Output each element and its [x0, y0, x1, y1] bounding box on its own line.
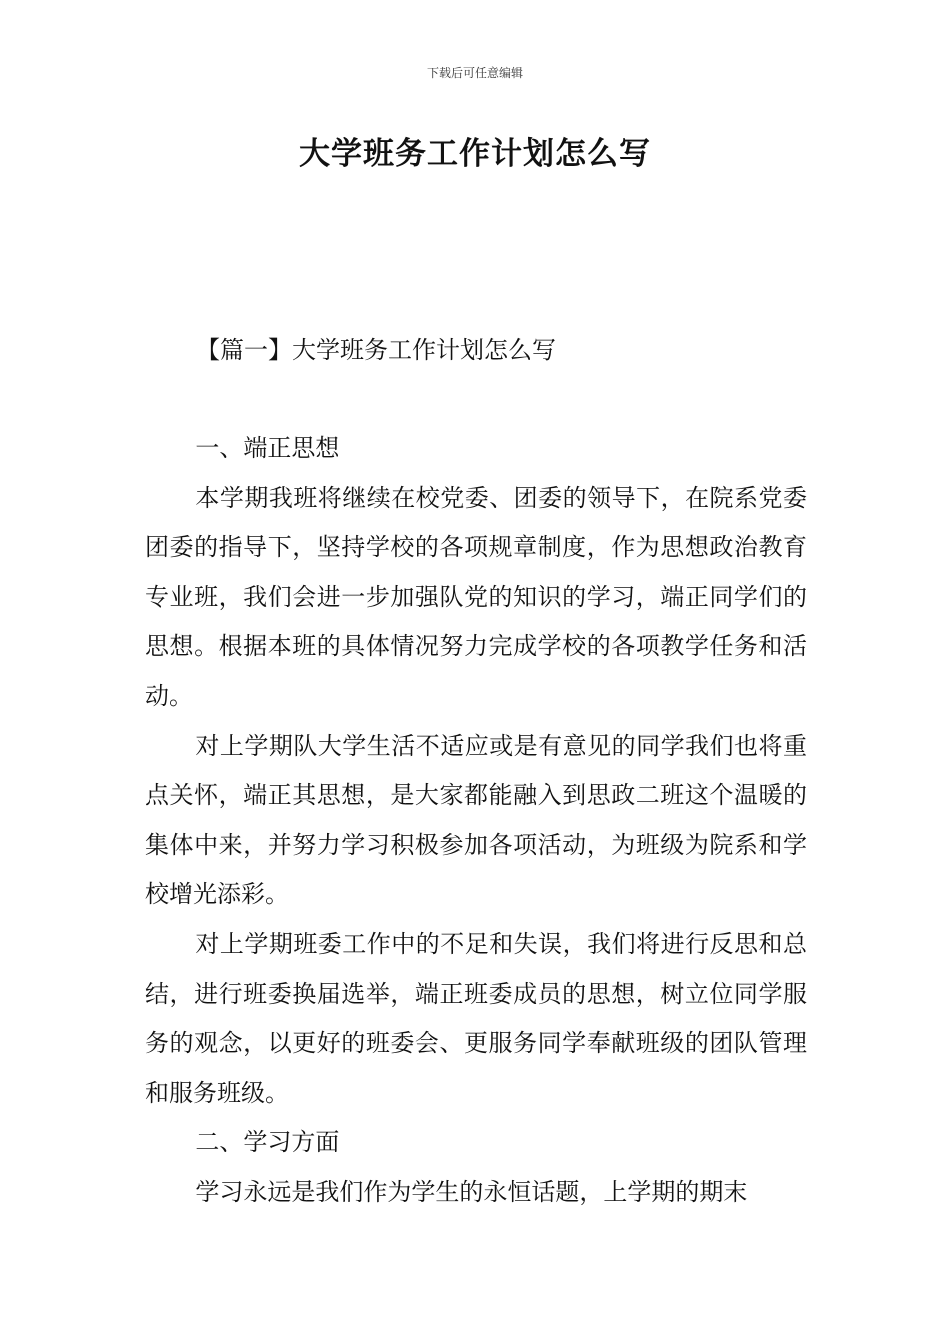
- paragraph: 本学期我班将继续在校党委、团委的领导下，在院系党委团委的指导下，坚持学校的各项规章制度，作为思想政治教育专业班，我们会进一步加强队党的知识的学习，端正同学们的思想。根据本班的具体情况努力完成学校的各项教学任务和活动。: [145, 483, 807, 710]
- document-body: [145, 424, 807, 1218]
- header-note: 下载后可任意编辑: [426, 66, 523, 80]
- section-title: 【篇一】大学班务工作计划怎么写: [196, 336, 556, 364]
- paragraph: 对上学期班委工作中的不足和失误，我们将进行反思和总结，进行班委换届选举，端正班委成员的思想，树立位同学服务的观念，以更好的班委会、更服务同学奉献班级的团队管理和服务班级。: [145, 929, 807, 1107]
- heading-2: 二、学习方面: [195, 1128, 340, 1157]
- paragraph: 对上学期队大学生活不适应或是有意见的同学我们也将重点关怀，端正其思想，是大家都能融入到思政二班这个温暖的集体中来，并努力学习积极参加各项活动，为班级为院系和学校增光添彩。: [145, 731, 807, 909]
- paragraph: 学习永远是我们作为学生的永恒话题，上学期的期末: [195, 1177, 748, 1206]
- heading-1: 一、端正思想: [195, 434, 340, 462]
- document-title: 大学班务工作计划怎么写: [299, 136, 651, 172]
